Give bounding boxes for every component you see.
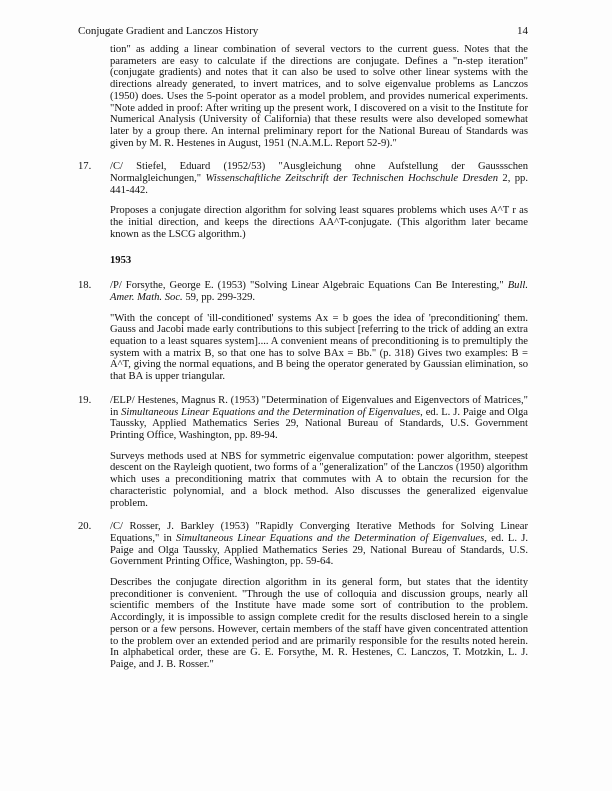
book-title: Simultaneous Linear Equations and the Determination of Eigenvalues (121, 406, 421, 418)
entry-18-citation (78, 280, 528, 303)
entry-17-annotation: Proposes a conjugate direction algorithm for solving least squares problems which uses A^T r as the initial direction, and keeps the directions AA^T-conjugate. (This algorithm later became known as the LSCG algorithm.) (110, 205, 528, 240)
page-header (78, 26, 534, 44)
entry-20-annotation: Describes the conjugate direction algorithm in its general form, but states that the identity preconditioner is convenient. "Through the use of colloquia and discussion groups, nearly all scientific members of the Institute have made some sort of contribution to the problem. Accordingly, it is impossible to assign complete credit for the results disclosed herein to a single person or a few persons. However, certain members of the staff have given concentrated attention to the problem over an extended period and are primarily responsible for the results noted herein. In alphabetical order, these are G. E. Forsythe, M. R. Hestenes, C. Lanczos, T. Motzkin, L. J. Paige, and J. B. Rosser." (110, 577, 528, 670)
running-title: Conjugate Gradient and Lanczos History (78, 25, 259, 37)
citation-text: /P/ Forsythe, George E. (1953) "Solving Linear Algebraic Equations Can Be Interesting," (110, 280, 508, 292)
citation-text: , ed. L. J. Paige and Olga Taussky, Applied Mathematics Series 29, National Bureau of Standards, U.S. Government Printing Office, Washington, pp. 89-94. (110, 406, 529, 441)
entry-number: 17. (78, 161, 92, 173)
entry-number: 18. (78, 280, 92, 292)
page-body (78, 44, 529, 671)
citation-text: 59, pp. 299-329. (182, 291, 256, 303)
book-title: Simultaneous Linear Equations and the Determination of Eigenvalues (175, 532, 485, 544)
page-number: 14 (517, 25, 528, 37)
year-heading: 1953 (110, 254, 132, 266)
citation-text: 2, pp. 441-442. (110, 173, 529, 196)
citation-text: , ed. L. J. Paige and Olga Taussky, Applied Mathematics Series 29, National Bureau of Standards, U.S. Government Printing Office, Washington, pp. 59-64. (110, 532, 528, 568)
entry-20-citation (78, 521, 528, 568)
entry-number: 20. (78, 521, 92, 533)
journal-title: Wissenschaftliche Zeitschrift der Technischen Hochschule Dresden (205, 173, 499, 185)
citation-text: /ELP/ Hestenes, Magnus R. (1953) "Determination of Eigenvalues and Eigenvectors of Matrices," in (110, 394, 528, 418)
entry-19-annotation: Surveys methods used at NBS for symmetric eigenvalue computation: power algorithm, steepest descent on the Rayleigh quotient, two forms of a "generalization" of the Lanczos (1950) algorithm which uses a preconditioning matrix that commutes with A to obtain the recursion for the characteristic polynomial, and a block method. Also discusses the generalized eigenvalue problem. (110, 450, 528, 509)
entry-16-continuation: tion" as adding a linear combination of several vectors to the current guess. Notes that the parameters are easy to calculate if the directions are conjugate. Defines a "n-step iteration" (conjugate gradients) and notes that it can also be used to solve other linear systems with the directions already generated, to invert matrices, and to solve eigenvalue problems as Lanczos (1950) does. Uses the 5-point operator as a model problem, and provides numerical experiments. "Note added in proof: After writing up the present work, I discovered on a visit to the Institute for Numerical Analysis (University of California) that these results were also developed somewhat later by a group there. An internal preliminary report for the National Bureau of Standards was given by M. R. Hestenes in August, 1951 (N.A.M.L. Report 52-9)." (110, 44, 528, 149)
journal-title: Bull. Amer. Math. Soc. (110, 280, 528, 303)
entry-19-citation (78, 394, 529, 442)
entry-17-citation (78, 161, 529, 196)
citation-text: /C/ Stiefel, Eduard (1952/53) "Ausgleichung ohne Aufstellung der Gaussschen Normalgleichungen," (110, 161, 528, 185)
citation-text: /C/ Rosser, J. Barkley (1953) "Rapidly Converging Iterative Methods for Solving Linear Equations," in (110, 521, 528, 544)
entry-number: 19. (78, 394, 92, 406)
entry-18-annotation: "With the concept of 'ill-conditioned' systems Ax = b goes the idea of 'preconditioning' them. Gauss and Jacobi made early contributions to this subject [referring to the trick of adding an extra equation to a least squares system].... A convenient means of preconditioning is to premultiply the system with a matrix B, so that one has to solve BAx = Bb." (p. 318) Gives two examples: B = A^T, giving the normal equations, and B being the operator generated by Gaussian elimination, so that BA is upper triangular. (110, 312, 528, 383)
